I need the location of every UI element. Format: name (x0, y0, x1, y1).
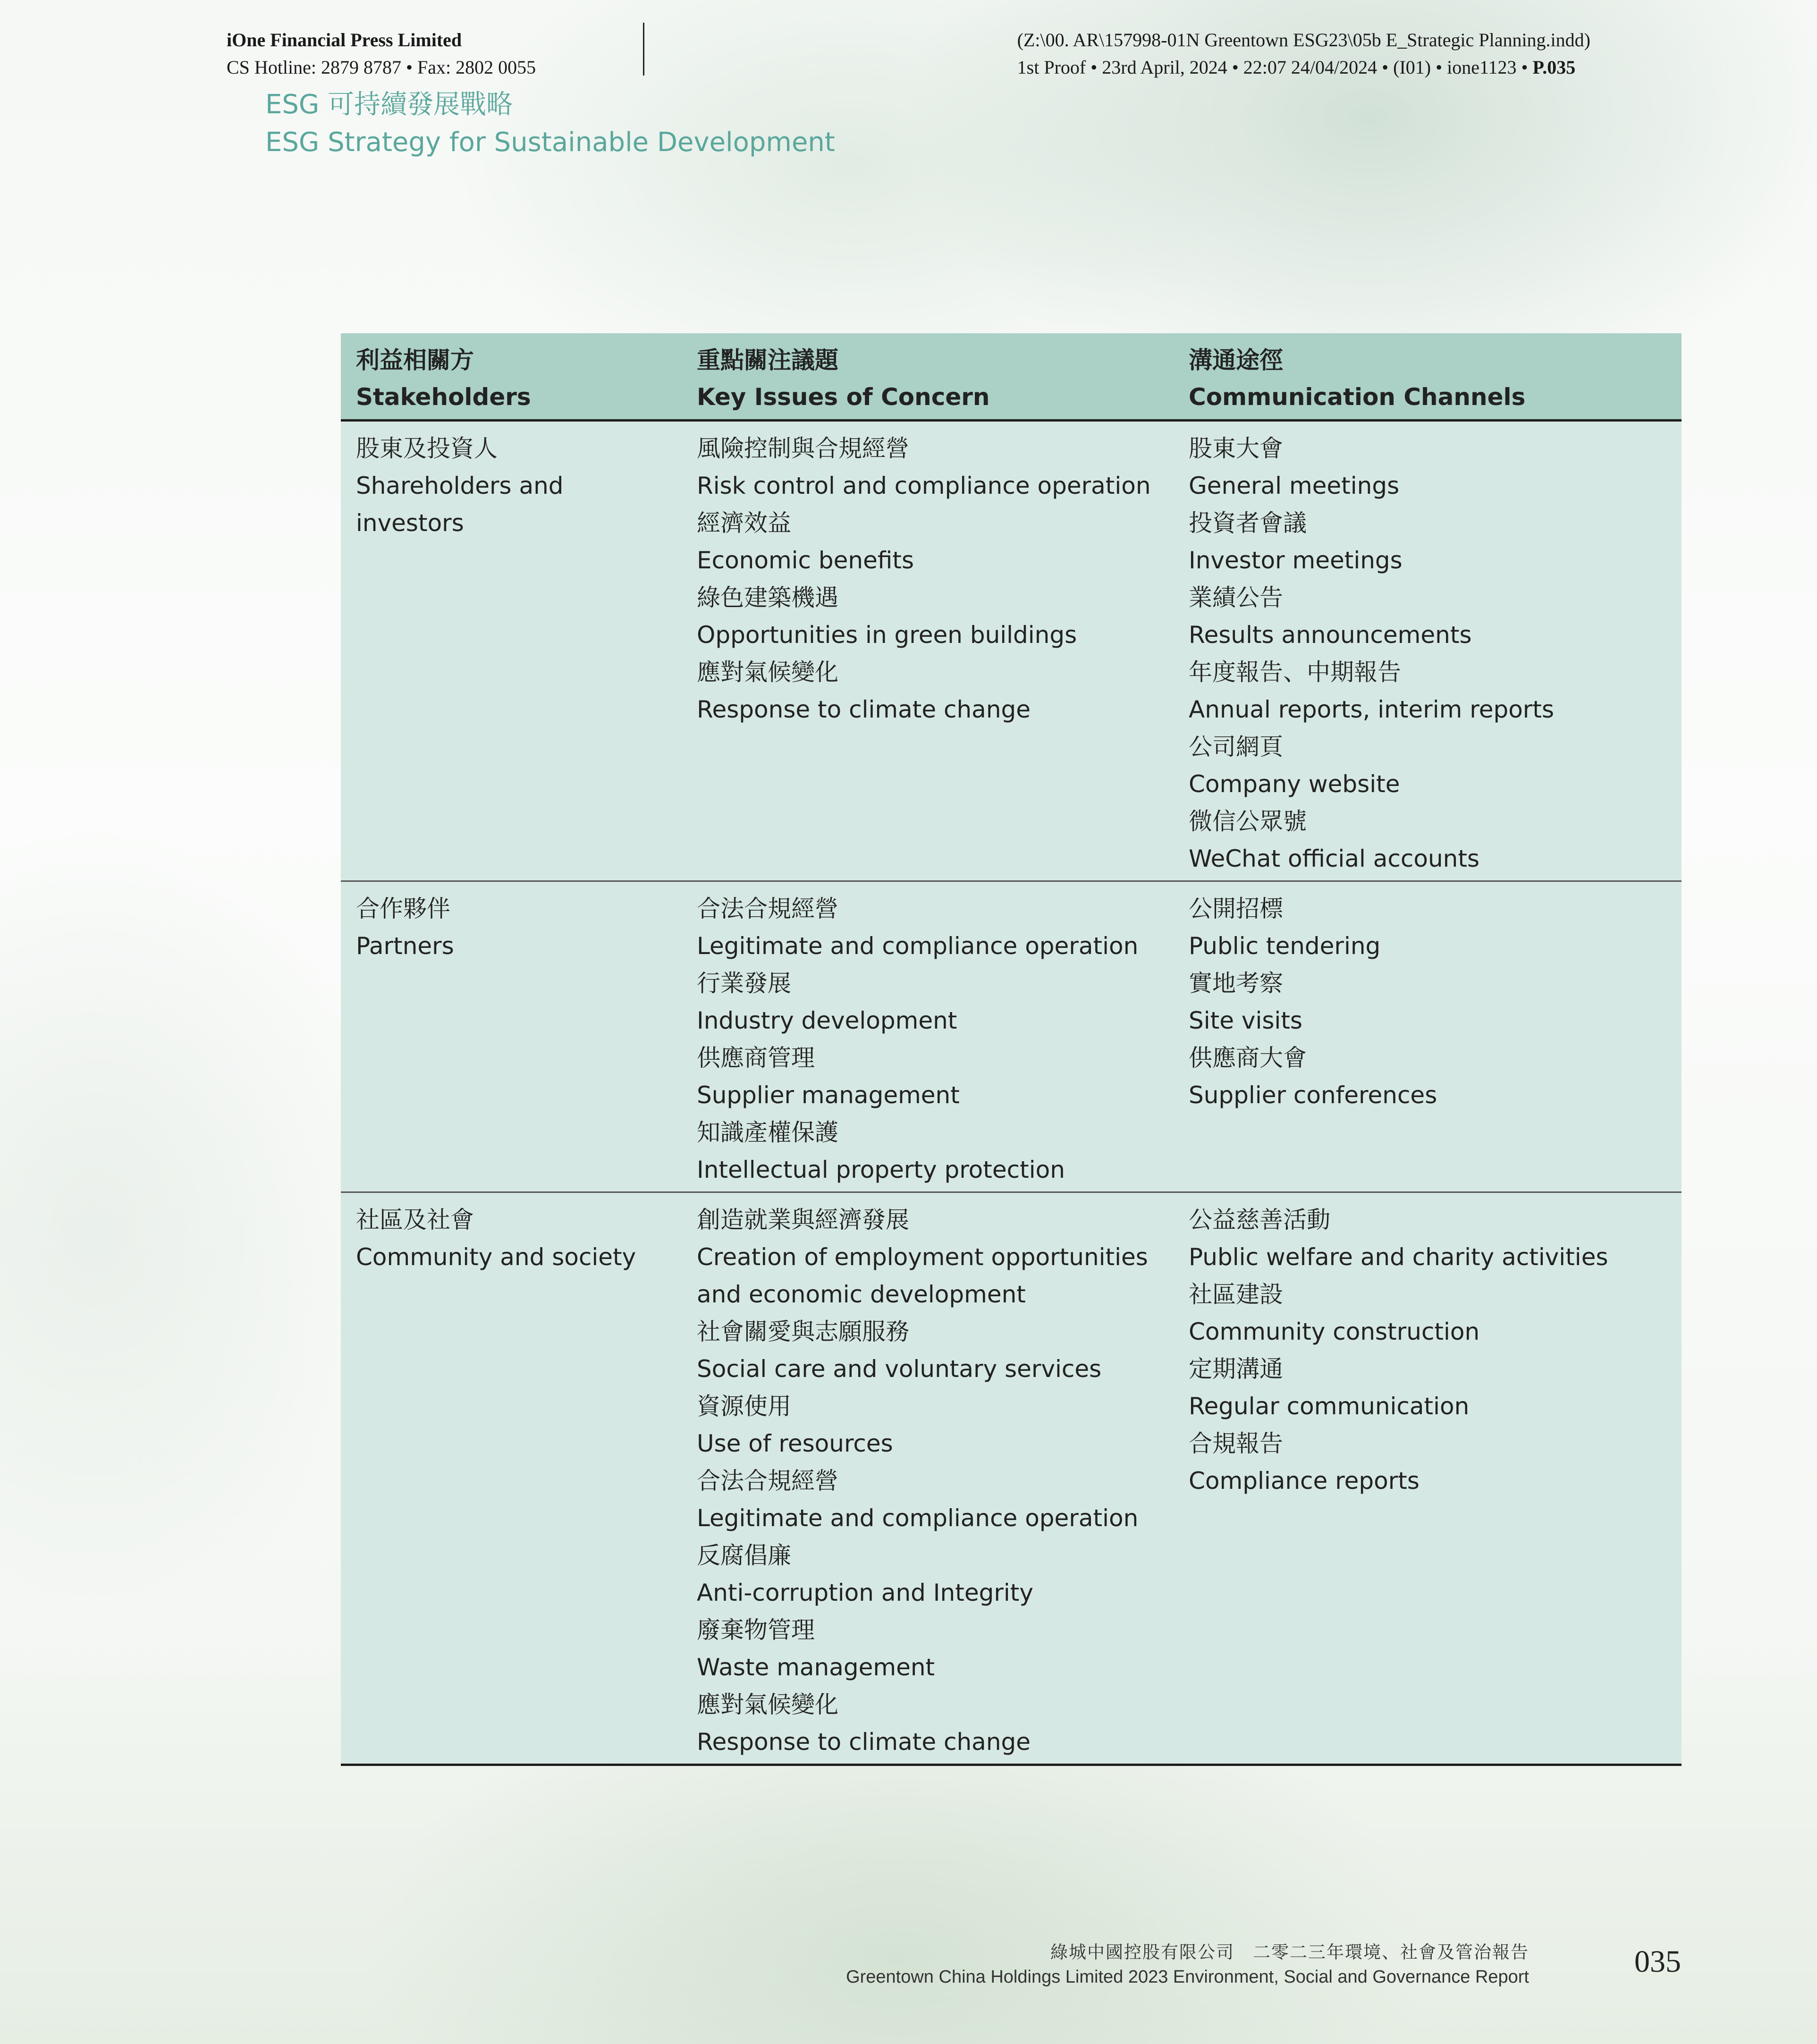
section-title-en: ESG Strategy for Sustainable Development (265, 127, 835, 158)
cell-line: 綠色建築機遇 (697, 584, 838, 611)
cell-line: Compliance reports (1189, 1467, 1420, 1495)
cell-line: Legitimate and compliance operation (697, 932, 1139, 960)
cell-line: Annual reports, interim reports (1189, 696, 1554, 723)
file-path: (Z:\00. AR\157998-01N Greentown ESG23\05b E_Strategic Planning.indd) (1017, 29, 1590, 51)
stakeholder-cell (341, 881, 682, 1192)
cell-line: 創造就業與經濟發展 (697, 1206, 909, 1233)
cell-line: 應對氣候變化 (697, 659, 838, 686)
footer-company-en: Greentown China Holdings Limited 2023 Environment, Social and Governance Report (846, 1967, 1529, 1987)
cell-line: Company website (1189, 770, 1400, 798)
table-row (341, 881, 1682, 1192)
cell-line: 投資者會議 (1189, 509, 1307, 537)
section-heading (265, 86, 835, 161)
cell-line: Public tendering (1189, 932, 1381, 960)
proof-info (1017, 54, 1590, 81)
channels-cell (1174, 1192, 1682, 1765)
cell-line: 合作夥伴 (356, 895, 450, 922)
cell-line: 社區建設 (1189, 1281, 1283, 1308)
slug-divider (643, 23, 644, 76)
header-label-en: Key Issues of Concern (697, 383, 990, 411)
header-channels (1174, 333, 1682, 421)
cell-line: 知識產權保護 (697, 1119, 838, 1146)
table-row (341, 421, 1682, 881)
page-code: P.035 (1532, 57, 1576, 78)
cell-line: 股東大會 (1189, 435, 1283, 462)
header-label-en: Communication Channels (1189, 383, 1526, 411)
cell-line: Social care and voluntary services (697, 1355, 1102, 1383)
table-header-row (341, 333, 1682, 421)
cell-line: Partners (356, 932, 454, 960)
cell-line: 微信公眾號 (1189, 808, 1307, 835)
header-label-zh: 溝通途徑 (1189, 346, 1283, 374)
printer-company-name: iOne Financial Press Limited (227, 29, 462, 51)
cell-line: Intellectual property protection (697, 1156, 1065, 1183)
stakeholder-table (341, 333, 1682, 1766)
header-label-zh: 利益相關方 (356, 346, 474, 374)
cell-line: 應對氣候變化 (697, 1691, 838, 1718)
table-row (341, 1192, 1682, 1765)
cell-line: 合法合規經營 (697, 1467, 838, 1495)
cell-line: Industry development (697, 1007, 957, 1034)
header-label-en: Stakeholders (356, 383, 531, 411)
cell-line: 合法合規經營 (697, 895, 838, 922)
cell-line: Shareholders and investors (356, 472, 564, 537)
channels-cell (1174, 421, 1682, 881)
cell-line: 反腐倡廉 (697, 1542, 791, 1569)
cell-line: Results announcements (1189, 621, 1472, 649)
header-stakeholders (341, 333, 682, 421)
printer-slug-left (227, 26, 536, 81)
cell-line: WeChat official accounts (1189, 845, 1479, 872)
cell-line: 社會關愛與志願服務 (697, 1318, 909, 1345)
header-key-issues (682, 333, 1174, 421)
cell-line: 年度報告、中期報告 (1189, 659, 1401, 686)
cell-line: 業績公告 (1189, 584, 1283, 611)
cell-line: 風險控制與合規經營 (697, 435, 909, 462)
cell-line: 公司網頁 (1189, 733, 1283, 760)
cell-line: 社區及社會 (356, 1206, 474, 1233)
cell-line: 股東及投資人 (356, 435, 498, 462)
cell-line: Response to climate change (697, 696, 1031, 723)
cell-line: Community and society (356, 1243, 636, 1271)
cell-line: Economic benefits (697, 547, 914, 574)
report-footer (846, 1940, 1529, 1989)
cell-line: 資源使用 (697, 1393, 791, 1420)
cell-line: Waste management (697, 1654, 935, 1681)
printer-slug-right (1017, 26, 1590, 81)
stakeholder-cell (341, 421, 682, 881)
cell-line: 合規報告 (1189, 1430, 1283, 1457)
key-issues-cell (682, 881, 1174, 1192)
cell-line: 公益慈善活動 (1189, 1206, 1330, 1233)
cell-line: Response to climate change (697, 1728, 1031, 1756)
cell-line: Supplier management (697, 1081, 960, 1109)
stakeholder-cell (341, 1192, 682, 1765)
header-label-zh: 重點關注議題 (697, 346, 838, 374)
cell-line: Community construction (1189, 1318, 1480, 1345)
cell-line: Public welfare and charity activities (1189, 1243, 1608, 1271)
cell-line: 實地考察 (1189, 970, 1283, 997)
cell-line: Anti-corruption and Integrity (697, 1579, 1033, 1606)
key-issues-cell (682, 1192, 1174, 1765)
cell-line: Opportunities in green buildings (697, 621, 1077, 649)
section-title-zh: ESG 可持續發展戰略 (265, 89, 513, 120)
cell-line: 經濟效益 (697, 509, 791, 537)
proof-details: 1st Proof • 23rd April, 2024 • 22:07 24/04/2024 • (I01) • ione1123 • (1017, 57, 1533, 78)
cell-line: 公開招標 (1189, 895, 1283, 922)
cell-line: Use of resources (697, 1430, 893, 1457)
cell-line: Supplier conferences (1189, 1081, 1437, 1109)
cell-line: 行業發展 (697, 970, 791, 997)
cell-line: Regular communication (1189, 1393, 1470, 1420)
table-body (341, 421, 1682, 1765)
cell-line: 供應商大會 (1189, 1044, 1307, 1072)
cell-line: Creation of employment opportunities and economic development (697, 1243, 1148, 1308)
key-issues-cell (682, 421, 1174, 881)
cell-line: 供應商管理 (697, 1044, 815, 1072)
cell-line: Legitimate and compliance operation (697, 1504, 1139, 1532)
printer-hotline: CS Hotline: 2879 8787 • Fax: 2802 0055 (227, 57, 536, 78)
page-number: 035 (1634, 1944, 1681, 1979)
cell-line: General meetings (1189, 472, 1400, 499)
cell-line: 廢棄物管理 (697, 1616, 815, 1644)
channels-cell (1174, 881, 1682, 1192)
cell-line: Site visits (1189, 1007, 1302, 1034)
footer-company-zh: 綠城中國控股有限公司 二零二三年環境、社會及管治報告 (1050, 1943, 1529, 1962)
cell-line: Investor meetings (1189, 547, 1403, 574)
cell-line: 定期溝通 (1189, 1355, 1283, 1383)
cell-line: Risk control and compliance operation (697, 472, 1151, 499)
